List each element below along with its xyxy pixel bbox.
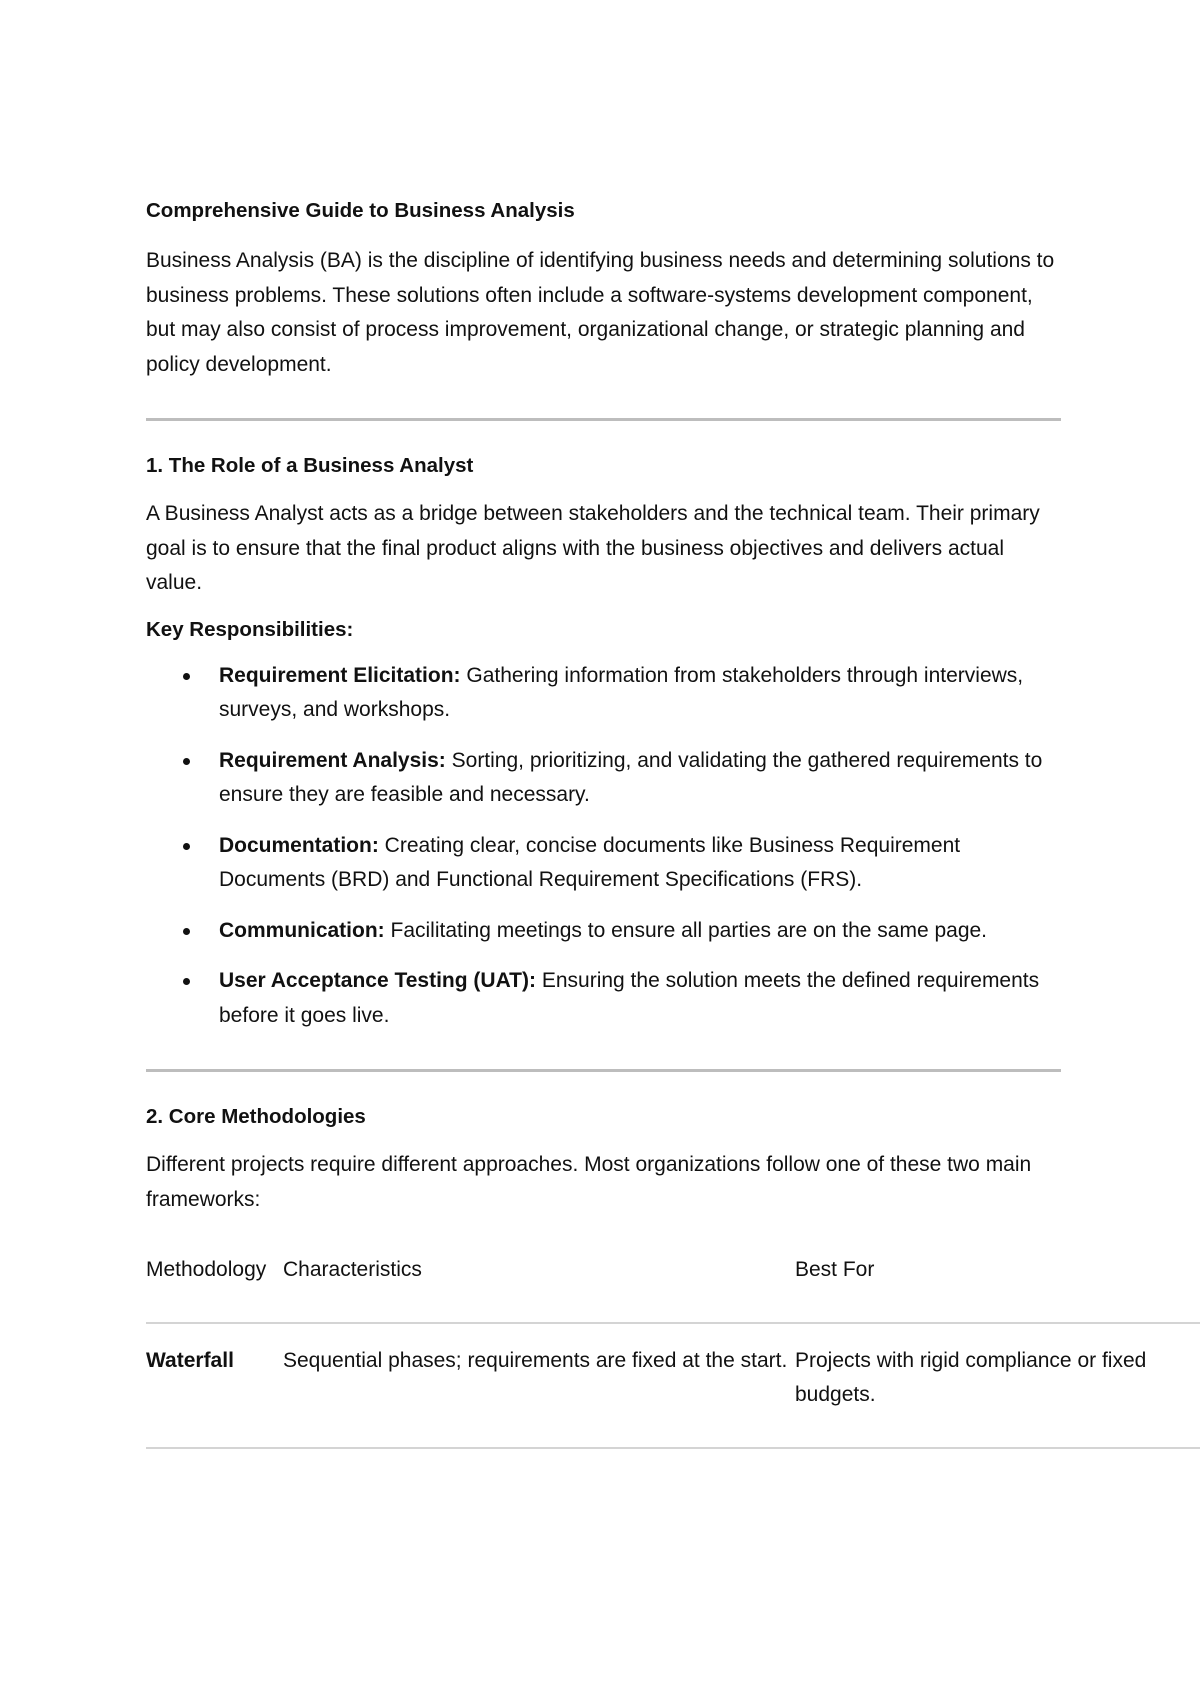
table-cell-characteristics: Sequential phases; requirements are fixed at the start. xyxy=(283,1323,795,1448)
document-title: Comprehensive Guide to Business Analysis xyxy=(146,199,575,222)
section-1-paragraph: A Business Analyst acts as a bridge between stakeholders and the technical team. Their primary goal is to ensure that the final product aligns with the business objectives and delivers actual value. xyxy=(146,502,1040,594)
list-item xyxy=(146,829,1061,898)
column-header-characteristics: Characteristics xyxy=(283,1253,795,1323)
section-2-heading: 2. Core Methodologies xyxy=(146,1105,366,1128)
list-item-text: Facilitating meetings to ensure all parties are on the same page. xyxy=(384,918,988,942)
list-item-term: Communication: xyxy=(219,918,385,942)
list-item-term: Requirement Elicitation: xyxy=(219,663,461,687)
document-content xyxy=(146,196,1061,1217)
column-header-methodology: Methodology xyxy=(146,1253,283,1323)
bullet-icon xyxy=(183,928,190,935)
list-item xyxy=(146,914,1061,949)
list-item-text: Gathering information from stakeholders through interviews, surveys, and workshops. xyxy=(219,663,1024,721)
horizontal-divider xyxy=(146,1069,1061,1072)
table-cell-methodology: Waterfall xyxy=(146,1323,283,1448)
list-item-text: Sorting, prioritizing, and validating the gathered requirements to ensure they are feasible and necessary. xyxy=(219,748,1043,806)
responsibilities-list xyxy=(146,659,1061,1034)
methodologies-table xyxy=(146,1253,1200,1449)
list-item-term: Requirement Analysis: xyxy=(219,748,446,772)
list-item xyxy=(146,744,1061,813)
bullet-icon xyxy=(183,843,190,850)
bullet-icon xyxy=(183,673,190,680)
list-item-text: Ensuring the solution meets the defined requirements before it goes live. xyxy=(219,969,1040,1027)
bullet-icon xyxy=(183,758,190,765)
list-item xyxy=(146,659,1061,728)
list-item-text: Creating clear, concise documents like Business Requirement Documents (BRD) and Functional Requirement Specifications (FRS). xyxy=(219,833,961,891)
document-page xyxy=(146,196,1186,1449)
column-header-best-for: Best For xyxy=(795,1253,1200,1323)
list-item-term: Documentation: xyxy=(219,833,379,857)
table-header-row xyxy=(146,1253,1200,1323)
intro-paragraph: Business Analysis (BA) is the discipline of identifying business needs and determining solutions to business problems. These solutions often include a software-systems development component, but may also consist of process improvement, organizational change, or strategic planning and policy development. xyxy=(146,249,1055,376)
list-item xyxy=(146,964,1061,1033)
bullet-icon xyxy=(183,978,190,985)
list-item-term: User Acceptance Testing (UAT): xyxy=(219,969,536,992)
table-row xyxy=(146,1323,1200,1448)
section-2-paragraph: Different projects require different approaches. Most organizations follow one of these two main frameworks: xyxy=(146,1153,1032,1211)
section-1-heading: 1. The Role of a Business Analyst xyxy=(146,454,474,477)
horizontal-divider xyxy=(146,418,1061,421)
table-cell-best-for: Projects with rigid compliance or fixed budgets. xyxy=(795,1323,1200,1448)
key-responsibilities-heading: Key Responsibilities: xyxy=(146,617,354,641)
